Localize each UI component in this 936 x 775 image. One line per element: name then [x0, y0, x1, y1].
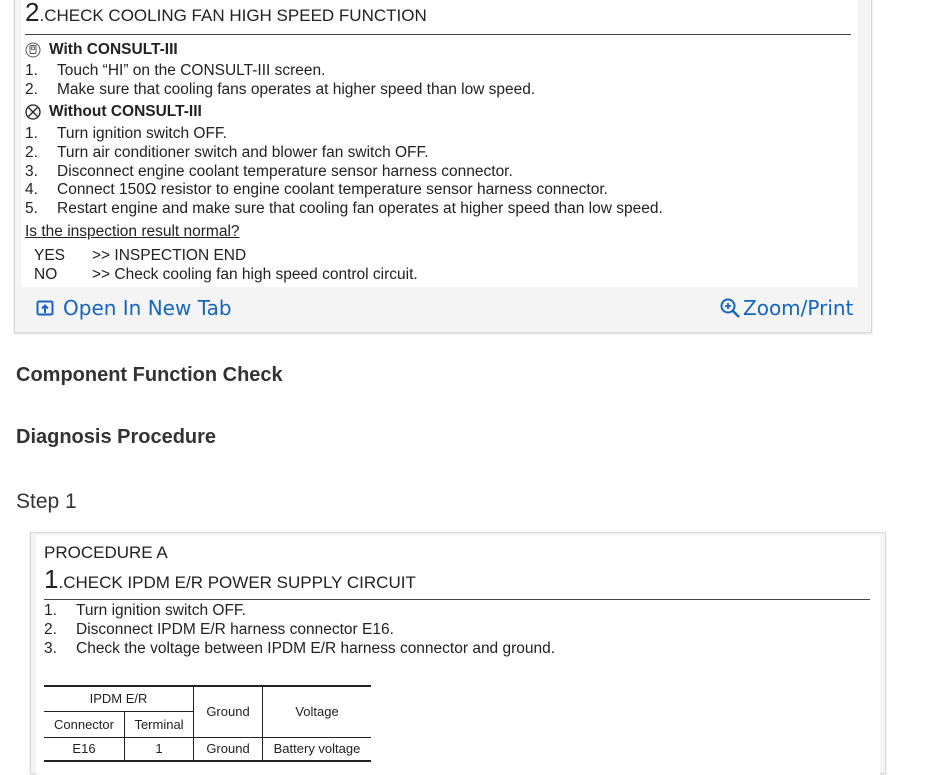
list-item: 3. Disconnect engine coolant temperature sensor harness connector.: [25, 163, 513, 180]
step-number: 2: [25, 0, 40, 27]
zoom-print-label: Zoom/Print: [743, 296, 854, 320]
step-number: 1: [44, 564, 59, 594]
no-label: NO: [34, 266, 58, 283]
step-heading: Step 1: [16, 490, 77, 513]
list-item: 5. Restart engine and make sure that cooling fan operates at higher speed than low speed.: [25, 200, 663, 217]
procedure-label: PROCEDURE A: [44, 543, 168, 562]
with-consult-row: [25, 41, 178, 59]
with-consult-label: With CONSULT-III: [49, 41, 178, 58]
terminal-cell: 1: [125, 737, 194, 761]
open-new-tab-label: Open In New Tab: [63, 296, 232, 320]
connector-header: Connector: [54, 716, 114, 732]
procedure-card-2: [30, 532, 886, 774]
no-result: >> Check cooling fan high speed control circuit.: [92, 266, 418, 283]
without-consult-row: [25, 103, 202, 121]
procedure-document-2: [36, 535, 880, 775]
step-heading: [44, 566, 416, 593]
document-toolbar: [15, 287, 871, 331]
list-item: 3. Check the voltage between IPDM E/R harness connector and ground.: [44, 640, 556, 657]
ground-header: Ground: [194, 686, 263, 737]
connector-cell: E16: [72, 741, 96, 757]
without-consult-label: Without CONSULT-III: [49, 103, 202, 120]
step-title: .CHECK COOLING FAN HIGH SPEED FUNCTION: [39, 6, 427, 25]
open-new-tab-icon: [35, 298, 55, 318]
ipdm-header: IPDM E/R: [44, 686, 194, 711]
component-function-check-heading[interactable]: Component Function Check: [16, 364, 283, 386]
heading-rule: [44, 599, 870, 600]
list-item: 2. Disconnect IPDM E/R harness connector E16.: [44, 621, 394, 638]
consult-tool-icon: [25, 42, 41, 58]
voltage-table: [44, 685, 371, 762]
no-tool-icon: [25, 104, 41, 120]
list-item: 1. Touch “HI” on the CONSULT-III screen.: [25, 62, 326, 79]
ground-cell: Ground: [194, 737, 263, 761]
terminal-header: Terminal: [125, 711, 194, 737]
list-item: 2. Turn air conditioner switch and blower fan switch OFF.: [25, 144, 429, 161]
procedure-document-1: [21, 0, 857, 287]
zoom-in-icon: [719, 297, 741, 319]
procedure-card-1: [14, 0, 872, 333]
inspection-question: Is the inspection result normal?: [25, 223, 240, 240]
step-heading: [25, 0, 427, 26]
list-item: 1. Turn ignition switch OFF.: [44, 602, 246, 619]
yes-result: >> INSPECTION END: [92, 247, 247, 264]
step-title: .CHECK IPDM E/R POWER SUPPLY CIRCUIT: [58, 573, 416, 592]
voltage-cell: Battery voltage: [263, 737, 372, 761]
voltage-header: Voltage: [263, 686, 372, 737]
list-item: 1. Turn ignition switch OFF.: [25, 125, 227, 142]
open-new-tab-button[interactable]: [35, 296, 232, 320]
zoom-print-button[interactable]: [719, 296, 853, 320]
heading-rule: [25, 34, 851, 35]
list-item: 2. Make sure that cooling fans operates at higher speed than low speed.: [25, 81, 536, 98]
list-item: 4. Connect 150Ω resistor to engine coolant temperature sensor harness connector.: [25, 181, 608, 198]
diagnosis-procedure-heading[interactable]: Diagnosis Procedure: [16, 426, 217, 448]
yes-label: YES: [34, 247, 66, 264]
